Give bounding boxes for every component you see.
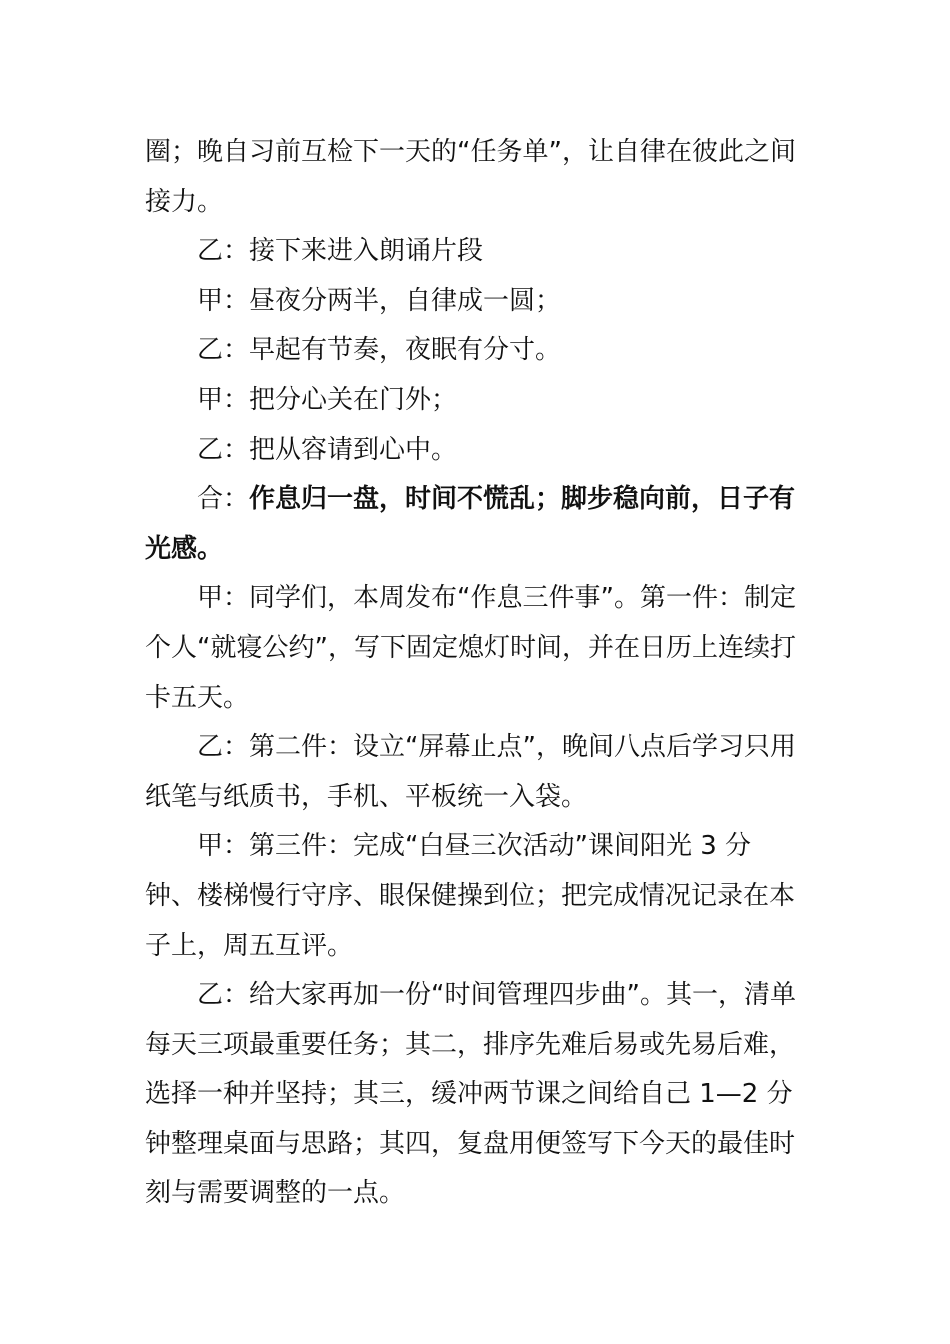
speaker-label: 乙： <box>197 236 250 267</box>
dialogue-text: 早起有节奏，夜眠有分寸。 <box>249 335 562 366</box>
dialogue-text: 把分心关在门外； <box>249 384 458 415</box>
speaker-label: 乙： <box>197 434 250 465</box>
paragraph-text: 圈；晚自习前互检下一天的“任务单”，让自律在彼此之间接力。 <box>145 137 796 217</box>
speaker-label: 乙： <box>197 980 250 1011</box>
dialogue-line <box>145 426 797 476</box>
dialogue-line <box>145 376 797 426</box>
dialogue-line <box>145 822 797 971</box>
dialogue-line <box>145 723 797 822</box>
speaker-label: 合： <box>197 484 250 515</box>
dialogue-text: 接下来进入朗诵片段 <box>249 236 484 267</box>
speaker-label: 甲： <box>197 285 250 316</box>
speaker-label: 乙： <box>197 335 250 366</box>
dialogue-text: 昼夜分两半，自律成一圆； <box>249 285 562 316</box>
dialogue-text: 同学们，本周发布“作息三件事”。第一件：制定个人“就寝公约”，写下固定熄灯时间，并在日历上连续打卡五天。 <box>145 583 796 713</box>
speaker-label: 乙： <box>197 732 250 763</box>
dialogue-line <box>145 326 797 376</box>
dialogue-text: 第三件：完成“白昼三次活动”课间阳光 3 分钟、楼梯慢行守序、眼保健操到位；把完成情况记录在本子上，周五互评。 <box>145 831 796 961</box>
dialogue-line <box>145 227 797 277</box>
dialogue-line <box>145 574 797 723</box>
dialogue-text: 给大家再加一份“时间管理四步曲”。其一，清单每天三项最重要任务；其二，排序先难后易或先易后难，选择一种并坚持；其三，缓冲两节课之间给自己 1—2 分钟整理桌面与思路；其四，复盘用便签写下今天的最佳时刻与需要调整的一点。 <box>145 980 796 1209</box>
document-body <box>145 128 797 1219</box>
chorus-line <box>145 475 797 574</box>
chorus-text: 作息归一盘，时间不慌乱；脚步稳向前，日子有光感。 <box>145 484 796 564</box>
dialogue-line <box>145 971 797 1219</box>
speaker-label: 甲： <box>197 384 250 415</box>
speaker-label: 甲： <box>197 583 250 614</box>
dialogue-text: 第二件：设立“屏幕止点”，晚间八点后学习只用纸笔与纸质书，手机、平板统一入袋。 <box>145 732 796 812</box>
dialogue-text: 把从容请到心中。 <box>249 434 458 465</box>
dialogue-line <box>145 277 797 327</box>
speaker-label: 甲： <box>197 831 250 862</box>
paragraph-continuation <box>145 128 797 227</box>
